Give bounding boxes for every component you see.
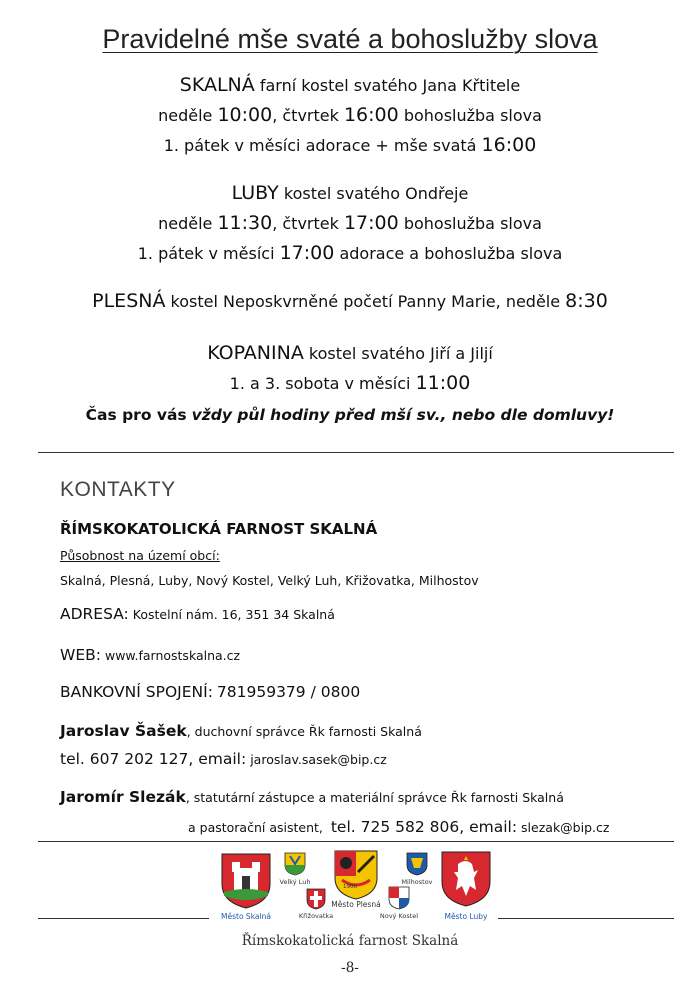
schedule-line [0,290,700,312]
confession-note-italic: vždy půl hodiny před mší sv., nebo dle domluvy! [191,406,615,424]
schedule-text: 17:00 [279,242,335,264]
schedule-text: KOPANINA [207,342,304,364]
schedule-text: kostel svatého Ondřeje [278,184,469,203]
schedule-text: neděle [158,214,218,233]
scope-label: Působnost na území obcí: [60,548,220,563]
assistant-phone: tel. 725 582 806, email: [330,818,518,836]
schedule-line [0,372,700,394]
velky-luh-caption: Velký Luh [279,878,311,886]
luby-caption: Město Luby [444,912,488,921]
schedule-text: , čtvrtek [272,106,344,125]
schedule-line [0,212,700,234]
plesna-year: 1900 [343,884,357,890]
schedule-text: 1. a 3. sobota v měsíci [229,374,416,393]
schedule-text: , čtvrtek [272,214,344,233]
assistant-name: Jaromír Slezák [60,788,186,806]
web-row [60,646,240,664]
footer-line-right [498,918,674,919]
assistant-email[interactable]: slezak@bip.cz [521,820,610,835]
plesna-caption: Město Plesná [331,900,381,909]
assistant-role: , statutární zástupce a materiální správce Řk farnosti Skalná [185,790,564,805]
schedule-text: 1. pátek v měsíci adorace + mše svatá [163,136,482,155]
schedule-text: bohoslužba slova [398,214,542,233]
krizovatka-coat-of-arms-icon [306,888,326,910]
schedule-line [0,242,700,264]
schedule-text: 11:30 [217,212,273,234]
divider-bottom [38,841,674,842]
bank-label: BANKOVNÍ SPOJENÍ: [60,683,213,701]
priest-phone: tel. 607 202 127, email: [60,750,247,768]
assistant-row [60,788,564,806]
priest-row [60,722,422,740]
page-title: Pravidelné mše svaté a bohoslužby slova [102,24,598,54]
schedule-text: kostel svatého Jiří a Jiljí [303,344,493,363]
priest-email[interactable]: jaroslav.sasek@bip.cz [250,752,387,767]
velky-luh-coat-of-arms-icon [284,852,306,876]
page-number: -8- [341,960,359,976]
address-value: Kostelní nám. 16, 351 34 Skalná [132,607,335,622]
footer-parish-name: Římskokatolická farnost Skalná [241,933,459,949]
address-row [60,605,335,623]
milhostov-coat-of-arms-icon [406,852,428,876]
schedule-text: 11:00 [415,372,471,394]
schedule-text: PLESNÁ [92,290,166,312]
luby-coat-of-arms-icon [440,850,492,908]
web-label: WEB: [60,646,101,664]
novy-kostel-coat-of-arms-icon [388,886,410,910]
plesna-coat-of-arms-icon [334,850,378,900]
krizovatka-caption: Křižovatka [298,912,334,920]
schedule-text: SKALNÁ [179,74,255,96]
web-link[interactable]: www.farnostskalna.cz [104,648,241,663]
schedule-line [0,182,700,204]
schedule-text: 16:00 [481,134,537,156]
schedule-text: 17:00 [343,212,399,234]
confession-note-bold: Čas pro vás [85,406,187,424]
schedule-line [0,104,700,126]
schedule-line [0,134,700,156]
schedule-text: 8:30 [565,290,608,312]
contacts-heading: KONTAKTY [60,478,176,501]
divider-top [38,452,674,453]
bank-row [60,683,360,701]
confession-note [0,406,700,424]
milhostov-caption: Milhostov [401,878,433,886]
schedule-line [0,342,700,364]
footer-line-left [38,918,209,919]
novy-kostel-caption: Nový Kostel [379,912,419,920]
schedule-line [0,74,700,96]
assistant-contact-row [188,818,609,836]
municipal-logos [210,848,500,923]
bank-account: 781959379 / 0800 [216,683,361,701]
assistant-role-2: a pastorační asistent, [188,820,323,835]
schedule-text: 16:00 [343,104,399,126]
schedule-text: LUBY [231,182,279,204]
priest-contact-row [60,750,387,768]
skalna-coat-of-arms-icon [220,852,272,910]
priest-role: , duchovní správce Řk farnosti Skalná [186,724,422,739]
schedule-text: neděle [158,106,218,125]
schedule-text: farní kostel svatého Jana Křtitele [254,76,521,95]
address-label: ADRESA: [60,605,129,623]
schedule-text: 1. pátek v měsíci [137,244,280,263]
parish-name: ŘÍMSKOKATOLICKÁ FARNOST SKALNÁ [60,520,378,538]
schedule-text: adorace a bohoslužba slova [334,244,563,263]
skalna-caption: Město Skalná [221,912,271,921]
schedule-text: 10:00 [217,104,273,126]
municipalities-list: Skalná, Plesná, Luby, Nový Kostel, Velký Luh, Křižovatka, Milhostov [60,573,479,588]
schedule-text: kostel Neposkvrněné početí Panny Marie, neděle [165,292,566,311]
priest-name: Jaroslav Šašek [60,722,187,740]
schedule-text: bohoslužba slova [398,106,542,125]
